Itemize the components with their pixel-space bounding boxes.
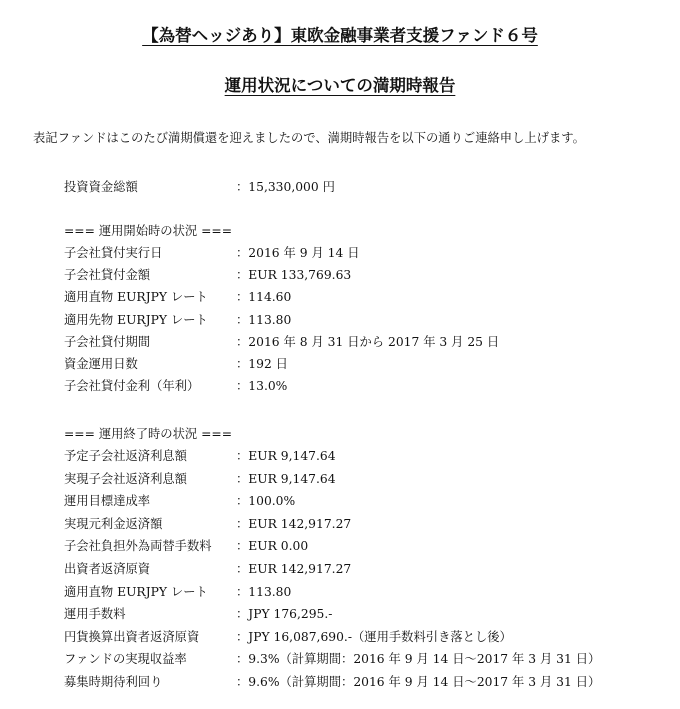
- row-value: ：JPY 16,087,690.-（運用手数料引き落とし後）: [236, 629, 512, 644]
- row-value: ：EUR 133,769.63: [236, 268, 352, 283]
- row-value: ：EUR 142,917.27: [236, 516, 352, 531]
- row-label: 子会社貸付実行日: [64, 246, 163, 260]
- document-subtitle: [0, 72, 680, 96]
- document-title-text: 【為替ヘッジあり】東欧金融事業者支援ファンド６号: [142, 26, 538, 45]
- row-label: 円貨換算出資者返済原資: [64, 629, 200, 644]
- intro-paragraph: 表記ファンドはこのたび満期償還を迎えましたので、満期時報告を以下の通りご連絡申し上げます。: [33, 131, 585, 145]
- investment-value: ：15,330,000 円: [236, 180, 335, 194]
- row-label: 運用目標達成率: [64, 494, 151, 509]
- row-value: ：EUR 9,147.64: [236, 449, 336, 463]
- row-label: 適用先物 EURJPY レート: [64, 312, 208, 327]
- row-value: ：EUR 9,147.64: [236, 471, 336, 486]
- row-value: ：JPY 176,295.-: [236, 607, 333, 622]
- row-value: ：EUR 0.00: [236, 539, 309, 554]
- row-value: ：13.0%: [236, 379, 288, 394]
- document-title: [0, 22, 680, 46]
- document-subtitle-text: 運用状況についての満期時報告: [224, 76, 456, 95]
- row-value: ：113.80: [236, 584, 292, 599]
- row-value: ：2016 年 8 月 31 日から 2017 年 3 月 25 日: [236, 334, 500, 349]
- row-value: ：114.60: [236, 290, 292, 305]
- row-value: ：2016 年 9 月 14 日: [236, 246, 360, 260]
- row-value: ：9.3%（計算期間：2016 年 9 月 14 日～2017 年 3 月 31 日）: [236, 652, 601, 667]
- investment-label: 投資資金総額: [64, 180, 138, 194]
- row-value: ：113.80: [236, 312, 292, 327]
- row-label: 募集時期待利回り: [64, 675, 163, 689]
- row-label: 予定子会社返済利息額: [64, 449, 187, 463]
- row-value: ：9.6%（計算期間：2016 年 9 月 14 日～2017 年 3 月 31 日）: [236, 675, 601, 689]
- end-section-heading: === 運用終了時の状況 ===: [64, 427, 233, 441]
- row-label: 実現子会社返済利息額: [64, 471, 187, 486]
- row-label: 運用手数料: [64, 607, 126, 622]
- start-section-heading: === 運用開始時の状況 ===: [64, 224, 233, 238]
- row-label: 適用直物 EURJPY レート: [64, 584, 208, 599]
- row-label: 子会社貸付金額: [64, 268, 151, 283]
- row-label: 子会社貸付期間: [64, 334, 151, 349]
- row-label: 子会社負担外為両替手数料: [64, 539, 212, 554]
- row-value: ：100.0%: [236, 494, 296, 509]
- row-label: ファンドの実現収益率: [64, 652, 187, 667]
- row-label: 実現元利金返済額: [64, 516, 163, 531]
- row-value: ：192 日: [236, 357, 288, 371]
- row-label: 出資者返済原資: [64, 562, 151, 576]
- row-label: 子会社貸付金利（年利）: [64, 379, 200, 394]
- row-label: 適用直物 EURJPY レート: [64, 290, 208, 305]
- row-value: ：EUR 142,917.27: [236, 562, 352, 576]
- row-label: 資金運用日数: [64, 357, 138, 371]
